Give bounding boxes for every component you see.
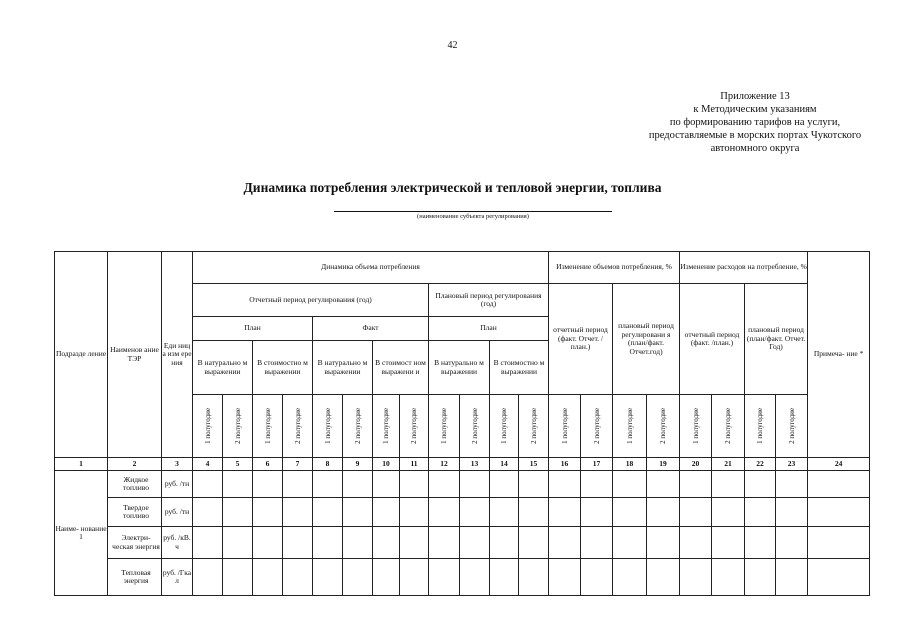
data-cell[interactable] [745, 559, 776, 596]
data-cell[interactable] [283, 498, 313, 527]
col-number: 21 [712, 458, 745, 471]
data-cell[interactable] [429, 559, 460, 596]
header-plan-cost: В стоимостно м выражении [253, 341, 313, 395]
data-cell[interactable] [680, 527, 712, 559]
data-cell[interactable] [680, 471, 712, 498]
data-cell[interactable] [429, 498, 460, 527]
data-cell[interactable] [460, 559, 490, 596]
data-cell[interactable] [193, 527, 223, 559]
unit-cell: руб. /Гка л [162, 559, 193, 596]
data-cell[interactable] [193, 498, 223, 527]
data-cell[interactable] [343, 559, 373, 596]
subject-caption: (наименование субъекта регулирования) [417, 213, 529, 220]
half-year-2 [343, 395, 373, 458]
header-plan: План [193, 317, 313, 341]
data-cell[interactable] [680, 559, 712, 596]
header-volume-reporting: отчетный период (факт. Отчет. /план.) [549, 284, 613, 395]
data-cell[interactable] [373, 498, 400, 527]
col-number: 16 [549, 458, 581, 471]
half-label: 2 полугодие [529, 408, 538, 444]
data-cell[interactable] [373, 527, 400, 559]
half-label: 2 полугодие [724, 408, 733, 444]
header-fact: Факт [313, 317, 429, 341]
half-year-2 [283, 395, 313, 458]
half-year-2 [400, 395, 429, 458]
data-cell[interactable] [343, 527, 373, 559]
half-year-1 [549, 395, 581, 458]
half-year-2 [776, 395, 808, 458]
document-title: Динамика потребления электрической и тепловой энергии, топлива [243, 180, 662, 195]
header-fact-natural: В натурально м выражении [313, 341, 373, 395]
half-year-1 [490, 395, 519, 458]
half-year-1 [313, 395, 343, 458]
appendix-line: предоставляемые в морских портах Чукотского [648, 130, 862, 141]
half-label: 1 полугодие [203, 408, 212, 444]
col-number: 8 [313, 458, 343, 471]
data-cell[interactable] [808, 471, 870, 498]
half-year-1 [613, 395, 647, 458]
col-number: 19 [647, 458, 680, 471]
consumption-table [54, 251, 870, 596]
table-row [55, 471, 870, 498]
data-cell[interactable] [283, 471, 313, 498]
appendix-line: автономного округа [710, 143, 800, 154]
data-cell[interactable] [549, 527, 581, 559]
half-label: 1 полугодие [756, 408, 765, 444]
header-reporting-period: Отчетный период регулирования (год) [193, 284, 429, 317]
data-cell[interactable] [613, 559, 647, 596]
data-cell[interactable] [519, 559, 549, 596]
ter-name-cell: Твердое топливо [108, 498, 162, 527]
data-cell[interactable] [581, 498, 613, 527]
data-cell[interactable] [373, 559, 400, 596]
header-planned-cost: В стоимостно м выражении [490, 341, 549, 395]
data-cell[interactable] [490, 527, 519, 559]
data-cell[interactable] [647, 498, 680, 527]
data-cell[interactable] [745, 498, 776, 527]
half-year-2 [712, 395, 745, 458]
header-volume-planned: плановый период регулировани я (план/факт. Отчет.год) [613, 284, 680, 395]
data-cell[interactable] [253, 498, 283, 527]
data-cell[interactable] [745, 527, 776, 559]
ter-name-cell: Жидкое топливо [108, 471, 162, 498]
half-label: 2 полугодие [470, 408, 479, 444]
data-cell[interactable] [400, 559, 429, 596]
data-cell[interactable] [343, 471, 373, 498]
col-number: 4 [193, 458, 223, 471]
unit-cell: руб. /тн [162, 498, 193, 527]
half-label: 1 полугодие [382, 408, 390, 444]
col-number: 11 [400, 458, 429, 471]
unit-cell: руб. /тн [162, 471, 193, 498]
data-cell[interactable] [776, 559, 808, 596]
data-cell[interactable] [712, 498, 745, 527]
half-year-1 [745, 395, 776, 458]
col-number: 22 [745, 458, 776, 471]
data-cell[interactable] [581, 471, 613, 498]
col-number: 13 [460, 458, 490, 471]
col-number: 18 [613, 458, 647, 471]
appendix-line: к Методическим указаниям [693, 104, 817, 115]
data-cell[interactable] [253, 527, 283, 559]
header-planned-natural: В натурально м выражении [429, 341, 490, 395]
data-cell[interactable] [647, 527, 680, 559]
table-row [55, 527, 870, 559]
table-row [55, 498, 870, 527]
header-plan-natural: В натурально м выражении [193, 341, 253, 395]
header-change-costs: Изменение расходов на потребление, % [680, 252, 808, 284]
header-change-volume: Изменение объемов потребления, % [549, 252, 680, 284]
data-cell[interactable] [808, 527, 870, 559]
data-cell[interactable] [313, 527, 343, 559]
data-cell[interactable] [613, 471, 647, 498]
data-cell[interactable] [429, 471, 460, 498]
data-cell[interactable] [808, 498, 870, 527]
header-plan-planned: План [429, 317, 549, 341]
data-cell[interactable] [647, 559, 680, 596]
data-cell[interactable] [712, 471, 745, 498]
data-cell[interactable] [519, 471, 549, 498]
col-number: 9 [343, 458, 373, 471]
data-cell[interactable] [223, 527, 253, 559]
data-cell[interactable] [313, 559, 343, 596]
data-cell[interactable] [745, 471, 776, 498]
page-number: 42 [447, 40, 458, 51]
data-cell[interactable] [460, 471, 490, 498]
data-cell[interactable] [490, 498, 519, 527]
half-year-2 [460, 395, 490, 458]
col-number: 20 [680, 458, 712, 471]
col-number: 5 [223, 458, 253, 471]
data-cell[interactable] [343, 498, 373, 527]
header-fact-cost: В стоимост ном выражени и [373, 341, 429, 395]
data-cell[interactable] [253, 471, 283, 498]
data-cell[interactable] [460, 527, 490, 559]
data-cell[interactable] [223, 498, 253, 527]
half-year-1 [373, 395, 400, 458]
ter-name-cell: Тепловая энергия [108, 559, 162, 596]
header-subdivision: Подразде ление [55, 252, 108, 458]
header-note: Примеча- ние * [808, 252, 870, 458]
data-cell[interactable] [313, 471, 343, 498]
col-number: 3 [162, 458, 193, 471]
half-label: 2 полугодие [293, 408, 302, 444]
data-cell[interactable] [519, 498, 549, 527]
data-cell[interactable] [400, 498, 429, 527]
data-cell[interactable] [647, 471, 680, 498]
data-cell[interactable] [712, 527, 745, 559]
data-cell[interactable] [581, 527, 613, 559]
half-label: 2 полугодие [659, 408, 668, 444]
data-cell[interactable] [193, 471, 223, 498]
data-cell[interactable] [283, 527, 313, 559]
data-cell[interactable] [253, 559, 283, 596]
half-label: 1 полугодие [691, 408, 700, 444]
row-group-name: Наиме- нование 1 [55, 471, 108, 596]
half-label: 2 полугодие [353, 408, 362, 444]
data-cell[interactable] [223, 559, 253, 596]
data-cell[interactable] [373, 471, 400, 498]
half-year-1 [193, 395, 223, 458]
data-cell[interactable] [283, 559, 313, 596]
header-cost-planned: плановый период (план/факт. Отчет. Год) [745, 284, 808, 395]
half-label: 1 полугодие [500, 408, 508, 444]
half-label: 1 полугодие [440, 408, 448, 444]
data-cell[interactable] [490, 559, 519, 596]
half-label: 2 полугодие [233, 408, 242, 444]
col-number: 24 [808, 458, 870, 471]
header-dynamics: Динамика объема потребления [193, 252, 549, 284]
data-cell[interactable] [549, 559, 581, 596]
data-cell[interactable] [776, 471, 808, 498]
half-year-2 [581, 395, 613, 458]
data-cell[interactable] [549, 498, 581, 527]
half-year-2 [647, 395, 680, 458]
half-year-2 [519, 395, 549, 458]
half-year-1 [429, 395, 460, 458]
data-cell[interactable] [613, 498, 647, 527]
appendix-block [610, 90, 900, 155]
col-number: 15 [519, 458, 549, 471]
data-cell[interactable] [581, 559, 613, 596]
data-cell[interactable] [490, 471, 519, 498]
ter-name-cell: Электри- ческая энергия [108, 527, 162, 559]
header-unit: Еди ниц а изм ере ния [162, 252, 193, 458]
half-year-1 [680, 395, 712, 458]
data-cell[interactable] [680, 498, 712, 527]
col-number: 12 [429, 458, 460, 471]
half-label: 1 полугодие [560, 408, 569, 444]
half-label: 1 полугодие [263, 408, 272, 444]
data-cell[interactable] [460, 498, 490, 527]
half-label: 2 полугодие [410, 408, 418, 444]
header-ter-name: Наименов ание ТЭР [108, 252, 162, 458]
col-number: 14 [490, 458, 519, 471]
header-cost-reporting: отчетный период (факт. /план.) [680, 284, 745, 395]
col-number: 2 [108, 458, 162, 471]
half-year-1 [253, 395, 283, 458]
data-cell[interactable] [313, 498, 343, 527]
data-cell[interactable] [223, 471, 253, 498]
half-year-2 [223, 395, 253, 458]
data-cell[interactable] [193, 559, 223, 596]
table-row [55, 559, 870, 596]
unit-cell: руб. /кВ. ч [162, 527, 193, 559]
half-label: 1 полугодие [625, 408, 634, 444]
data-cell[interactable] [519, 527, 549, 559]
col-number: 17 [581, 458, 613, 471]
column-numbers-row [55, 458, 870, 471]
half-label: 1 полугодие [323, 408, 332, 444]
half-label: 2 полугодие [592, 408, 601, 444]
data-cell[interactable] [429, 527, 460, 559]
data-cell[interactable] [400, 527, 429, 559]
col-number: 23 [776, 458, 808, 471]
data-cell[interactable] [549, 471, 581, 498]
half-label: 2 полугодие [787, 408, 796, 444]
data-cell[interactable] [712, 559, 745, 596]
header-planned-period: Плановый период регулирования (год) [429, 284, 549, 317]
data-cell[interactable] [808, 559, 870, 596]
data-cell[interactable] [400, 471, 429, 498]
data-cell[interactable] [613, 527, 647, 559]
appendix-line: по формированию тарифов на услуги, [669, 117, 841, 128]
col-number: 7 [283, 458, 313, 471]
data-cell[interactable] [776, 527, 808, 559]
subject-underline [334, 211, 612, 212]
data-cell[interactable] [776, 498, 808, 527]
col-number: 10 [373, 458, 400, 471]
col-number: 6 [253, 458, 283, 471]
col-number: 1 [55, 458, 108, 471]
appendix-line: Приложение 13 [720, 91, 790, 102]
